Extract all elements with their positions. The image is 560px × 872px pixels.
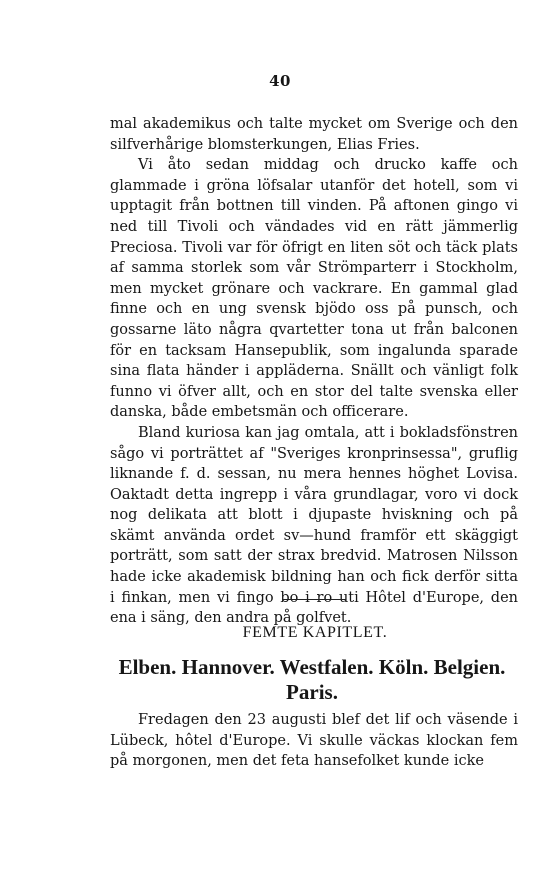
paragraph-continuation: mal akademikus och talte mycket om Sverige och den silfverhårige blomsterkungen, Elias Fries. [110,116,518,153]
chapter-heading: FEMTE KAPITLET. [242,624,388,641]
section-divider [282,599,346,600]
page-number: 40 [269,72,291,90]
paragraph-kuriosa: Bland kuriosa kan jag omtala, att i bokladsfönstren sågo vi porträttet af "Sveriges kronprinsessa", gruflig liknande f. d. sessan, nu mera hennes höghet Lovisa. Oaktadt detta ingrepp i våra grundlagar, voro vi dock nog delikata att blott i djupaste hviskning och på skämt använda ordet sv—hund framför ett skäggigt porträtt, som satt der strax bredvid. Matrosen Nilsson hade icke akademisk bildning han och fick derför sitta i finkan, men vi fingo bo i ro uti Hôtel d'Europe, den ena i säng, den andra på golfvet. [110,424,518,627]
paragraph-chapter-opening: Fredagen den 23 augusti blef det lif och väsende i Lübeck, hôtel d'Europe. Vi skulle väckas klockan fem på morgonen, men det feta hansefolket kunde icke [110,712,518,770]
paragraph-tivoli: Vi åto sedan middag och drucko kaffe och glammade i gröna löfsalar utanför det hotell, som vi upptagit från bottnen till vinden. På aftonen gingo vi ned till Tivoli och vändades vid en rätt jämmerlig Preciosa. Tivoli var för öfrigt en liten söt och täck plats af samma storlek som vår Strömparterr i Stockholm, men mycket grönare och vackrare. En gammal glad finne och en ung svensk bjödo oss på punsch, och gossarne läto några qvartetter tona ut från balconen för en tacksam Hansepublik, som ingalunda sparade sina flata händer i appläderna. Snällt och vänligt folk funno vi öfver allt, och en stor del talte svenska eller danska, både embetsmän och officerare. [110,157,518,421]
body-text [110,114,518,629]
chapter-body [110,710,518,772]
chapter-title: Elben. Hannover. Westfalen. Köln. Belgien. Paris. [118,655,506,704]
